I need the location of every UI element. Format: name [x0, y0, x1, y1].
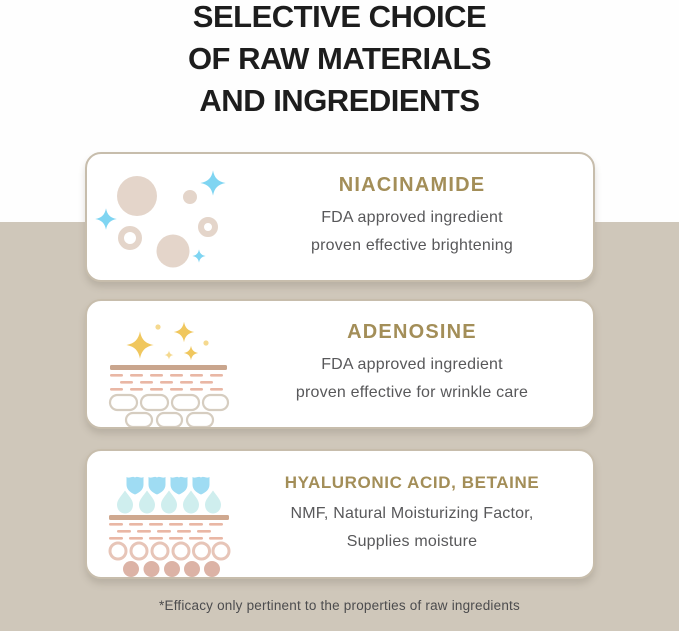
- skin-layers-sparkles-icon: [87, 301, 247, 427]
- card-hyaluronic-betaine: [85, 449, 595, 579]
- card-heading: NIACINAMIDE: [338, 174, 486, 196]
- card-line: FDA approved ingredient: [321, 209, 503, 226]
- card-text-block: [237, 301, 587, 427]
- card-line: FDA approved ingredient: [321, 356, 503, 373]
- title-line-1: SELECTIVE CHOICE: [192, 0, 487, 34]
- card-line: proven effective for wrinkle care: [295, 384, 529, 401]
- title-line-3: AND INGREDIENTS: [199, 83, 480, 118]
- title-line-2: OF RAW MATERIALS: [187, 41, 492, 76]
- card-adenosine: [85, 299, 595, 429]
- page-title: [0, 0, 679, 122]
- card-line: proven effective brightening: [311, 237, 513, 254]
- card-line: NMF, Natural Moisturizing Factor,: [290, 504, 534, 522]
- card-niacinamide: [85, 152, 595, 282]
- skin-layers-moisture-icon: [87, 451, 247, 577]
- card-heading: HYALURONIC ACID, BETAINE: [284, 472, 540, 492]
- card-line: Supplies moisture: [346, 532, 478, 550]
- card-heading: ADENOSINE: [347, 321, 477, 343]
- footnote: *Efficacy only pertinent to the properties of raw ingredients: [159, 598, 520, 613]
- bubbles-sparkles-icon: [87, 154, 247, 280]
- card-text-block: [237, 154, 587, 280]
- card-text-block: [237, 451, 587, 577]
